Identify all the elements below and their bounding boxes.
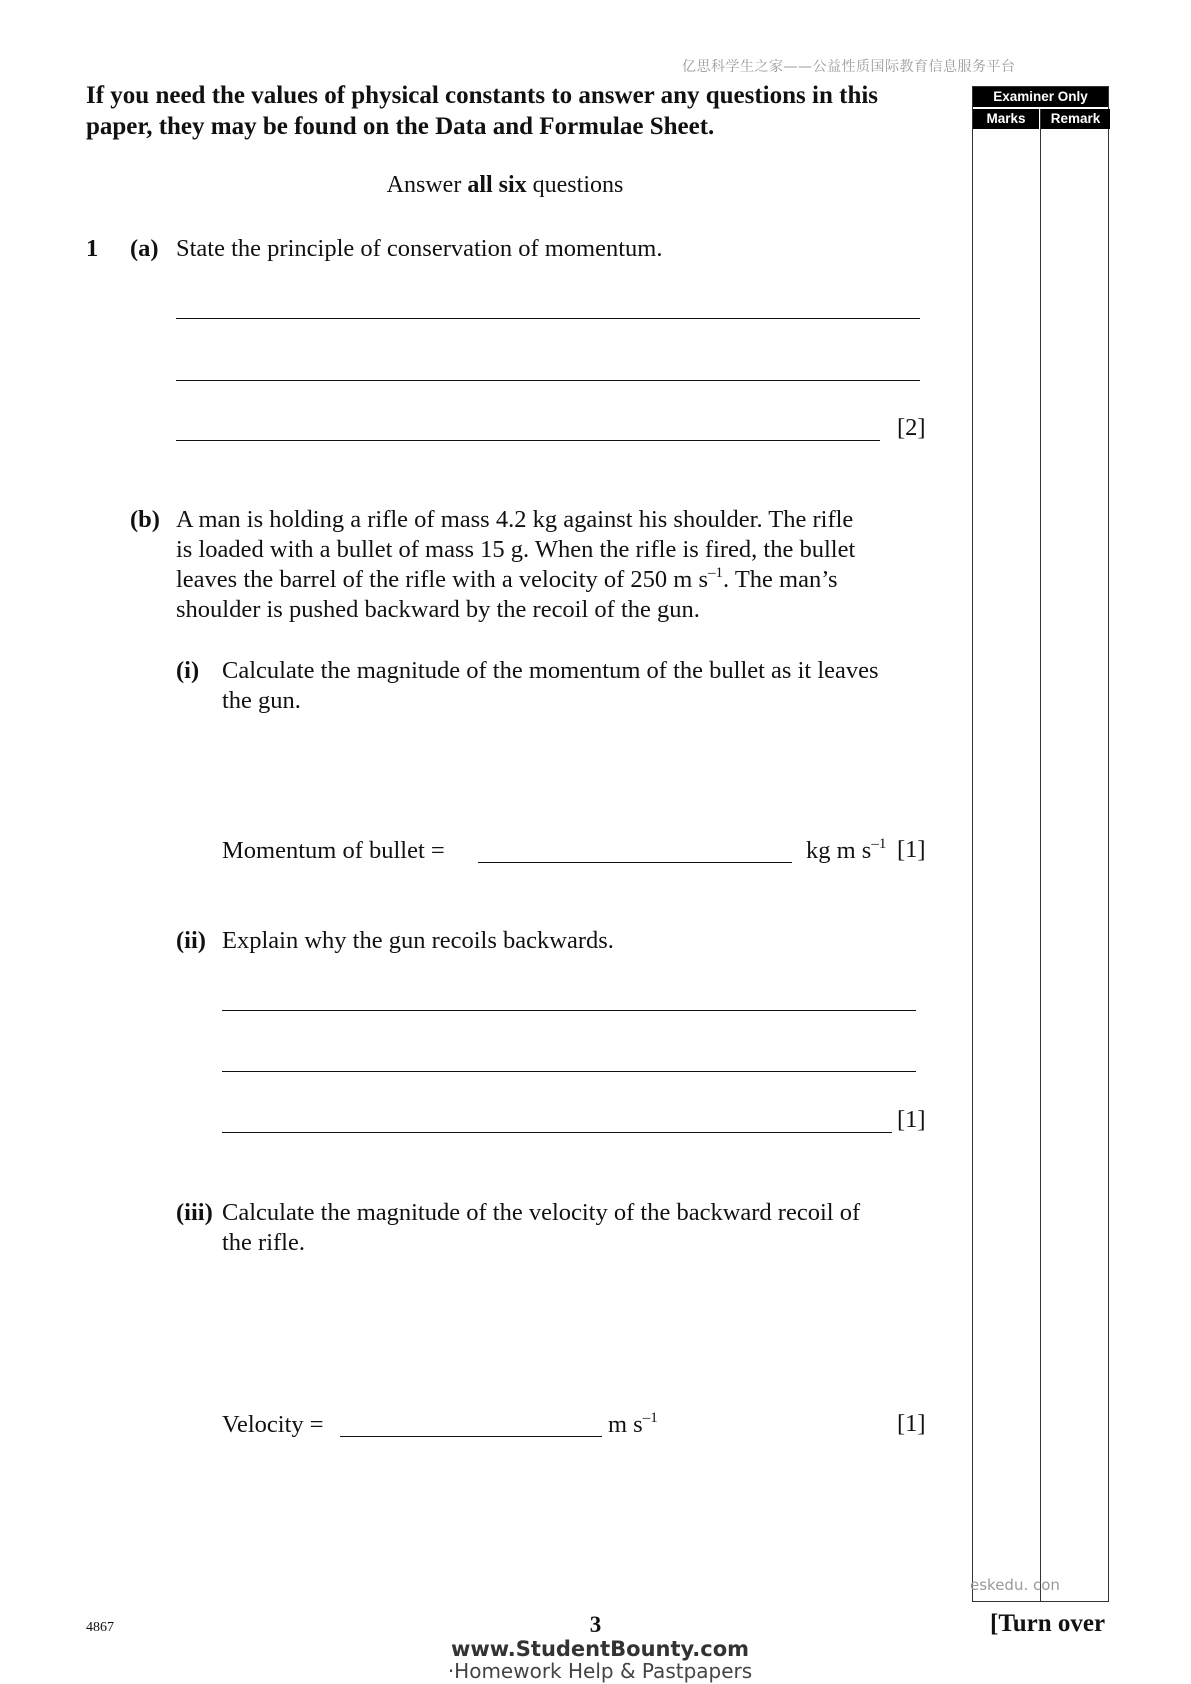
part-b-line3 <box>176 565 936 595</box>
velocity-unit-text: m s <box>608 1411 643 1438</box>
page-number: 3 <box>589 1612 602 1637</box>
momentum-answer-label: Momentum of bullet = <box>222 837 445 864</box>
marks-a: [2] <box>897 414 926 441</box>
part-b-line1: A man is holding a rifle of mass 4.2 kg against his shoulder. The rifle <box>176 506 854 533</box>
part-bi-line2: the gun. <box>222 687 301 714</box>
momentum-unit-sup: –1 <box>871 836 887 852</box>
velocity-answer-line[interactable] <box>340 1436 602 1437</box>
part-biii-line1: Calculate the magnitude of the velocity of the backward recoil of <box>222 1199 861 1226</box>
examiner-only-column <box>972 86 1109 1602</box>
answer-line-a1[interactable] <box>176 318 920 319</box>
answer-all-instruction <box>0 172 1010 199</box>
part-biii-text <box>222 1198 942 1258</box>
part-biii-label: (iii) <box>176 1199 213 1226</box>
logo-sub-text: ·Homework Help & Pastpapers <box>447 1659 753 1683</box>
answer-line-bii3[interactable] <box>222 1132 892 1133</box>
answer-line-a3[interactable] <box>176 440 880 441</box>
answer-line-bii2[interactable] <box>222 1071 916 1072</box>
answer-all-bold: all six <box>467 172 527 198</box>
remark-header: Remark <box>1041 109 1110 129</box>
answer-line-a2[interactable] <box>176 380 920 381</box>
marks-bii: [1] <box>897 1106 926 1133</box>
turn-over: [Turn over <box>990 1610 1106 1637</box>
part-bi-line1: Calculate the magnitude of the momentum of the bullet as it leaves <box>222 657 879 684</box>
part-b-line4: shoulder is pushed backward by the recoil of the gun. <box>176 596 700 623</box>
answer-all-post: questions <box>526 172 624 198</box>
examiner-divider <box>1040 109 1041 1601</box>
momentum-unit-text: kg m s <box>806 837 872 864</box>
studentbounty-logo[interactable] <box>440 1638 760 1682</box>
watermark-header: 亿思科学生之家——公益性质国际教育信息服务平台 <box>682 59 1016 75</box>
examiner-only-title: Examiner Only <box>973 87 1108 107</box>
part-bii-label: (ii) <box>176 927 206 954</box>
question-number: 1 <box>86 235 99 262</box>
part-b-label: (b) <box>130 506 160 533</box>
part-b-line2: is loaded with a bullet of mass 15 g. When the rifle is fired, the bullet <box>176 536 856 563</box>
part-b-line3-post: . The man’s <box>723 566 838 593</box>
momentum-answer-line[interactable] <box>478 862 792 863</box>
velocity-unit <box>608 1410 658 1440</box>
answer-line-bii1[interactable] <box>222 1010 916 1011</box>
part-b-line3-pre: leaves the barrel of the rifle with a velocity of 250 m s <box>176 566 709 593</box>
logo-main-text: www.StudentBounty.com <box>450 1637 750 1661</box>
part-a-text: State the principle of conservation of momentum. <box>176 235 663 262</box>
answer-all-pre: Answer <box>386 172 468 198</box>
marks-bi: [1] <box>897 836 926 863</box>
paper-code: 4867 <box>86 1620 114 1635</box>
part-bi-text <box>222 656 942 716</box>
part-b-text <box>176 505 936 625</box>
part-bi-label: (i) <box>176 657 200 684</box>
part-bii-text: Explain why the gun recoils backwards. <box>222 927 614 954</box>
watermark-footer: eskedu. con <box>970 1576 1060 1594</box>
marks-biii: [1] <box>897 1410 926 1437</box>
part-b-line3-sup: –1 <box>708 565 724 581</box>
part-biii-line2: the rifle. <box>222 1229 305 1256</box>
marks-header: Marks <box>973 109 1039 129</box>
momentum-unit <box>806 836 886 866</box>
velocity-answer-label: Velocity = <box>222 1411 324 1438</box>
part-a-label: (a) <box>130 235 159 262</box>
instructions: If you need the values of physical constants to answer any questions in this paper, they may be found on the Data and Formulae Sheet. <box>86 82 879 140</box>
velocity-unit-sup: –1 <box>642 1410 658 1426</box>
